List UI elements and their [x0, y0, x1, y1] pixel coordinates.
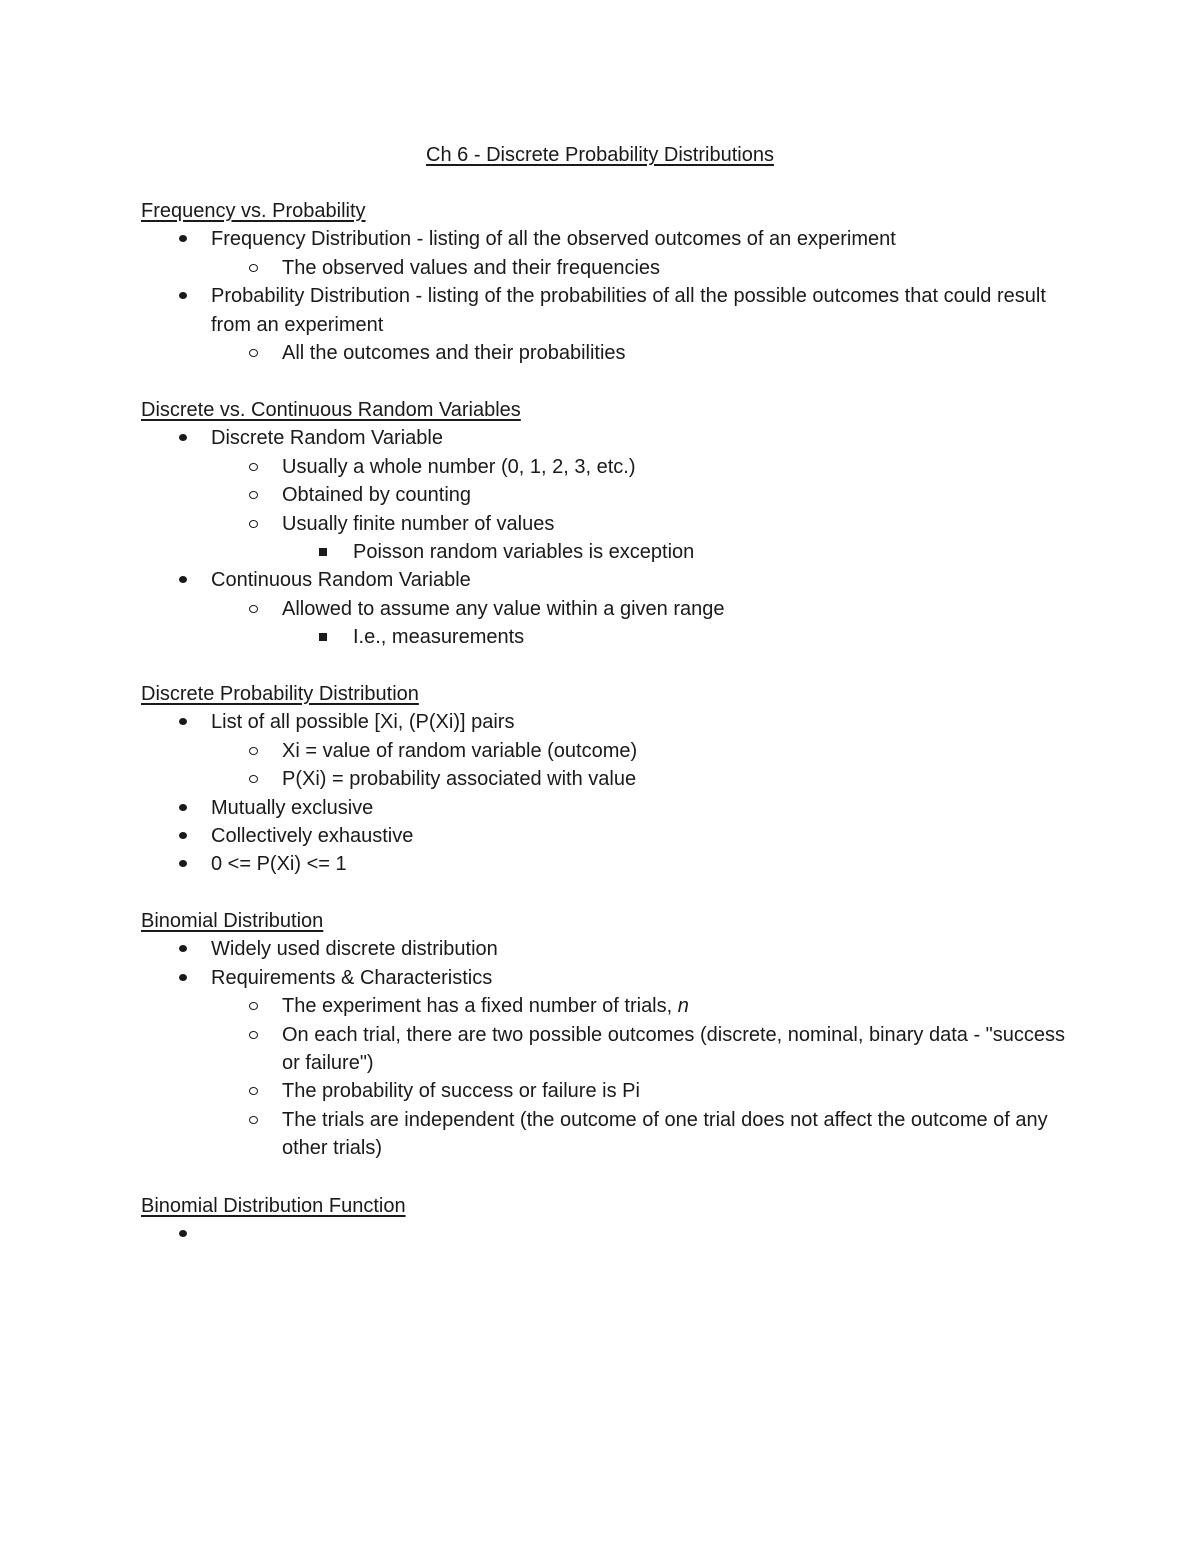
section-binomial-distribution: [141, 907, 1071, 1163]
filled-bullet-icon: [177, 1220, 197, 1248]
section-discrete-probability-distribution: [141, 680, 1071, 879]
hollow-bullet-icon: [247, 481, 267, 509]
list-item: The observed values and their frequencies: [141, 254, 1071, 282]
list-item: Collectively exhaustive: [141, 822, 1071, 850]
filled-bullet-icon: [177, 822, 197, 850]
section-binomial-distribution-function: [141, 1192, 1071, 1249]
hollow-bullet-icon: [247, 1021, 267, 1049]
list-item: Obtained by counting: [141, 481, 1071, 509]
list-item: Discrete Random Variable: [141, 424, 1071, 452]
hollow-bullet-icon: [247, 737, 267, 765]
square-bullet-icon: [317, 538, 337, 566]
list-item: [141, 1220, 1071, 1248]
list-item: Probability Distribution - listing of the probabilities of all the possible outcomes that could result from an experiment: [141, 282, 1071, 339]
filled-bullet-icon: [177, 708, 197, 736]
list-item: The experiment has a fixed number of trials, n: [141, 992, 1071, 1020]
filled-bullet-icon: [177, 566, 197, 594]
list-item: All the outcomes and their probabilities: [141, 339, 1071, 367]
hollow-bullet-icon: [247, 453, 267, 481]
filled-bullet-icon: [177, 282, 197, 310]
list-item: I.e., measurements: [141, 623, 1071, 651]
list-item: The probability of success or failure is Pi: [141, 1077, 1071, 1105]
square-bullet-icon: [317, 623, 337, 651]
list-item: On each trial, there are two possible outcomes (discrete, nominal, binary data - "success or failure"): [141, 1021, 1071, 1078]
list-item: Allowed to assume any value within a given range: [141, 595, 1071, 623]
filled-bullet-icon: [177, 850, 197, 878]
list-item: Usually finite number of values: [141, 510, 1071, 538]
list-item: List of all possible [Xi, (P(Xi)] pairs: [141, 708, 1071, 736]
list-item: Frequency Distribution - listing of all the observed outcomes of an experiment: [141, 225, 1071, 253]
hollow-bullet-icon: [247, 1106, 267, 1134]
section-frequency-vs-probability: [141, 197, 1071, 367]
section-heading: Discrete Probability Distribution: [141, 683, 419, 705]
section-heading: Binomial Distribution: [141, 910, 324, 932]
section-heading: Frequency vs. Probability: [141, 200, 366, 222]
list-item: The trials are independent (the outcome of one trial does not affect the outcome of any other trials): [141, 1106, 1071, 1163]
list-item: P(Xi) = probability associated with value: [141, 765, 1071, 793]
list-item: Xi = value of random variable (outcome): [141, 737, 1071, 765]
list-item: Usually a whole number (0, 1, 2, 3, etc.): [141, 453, 1071, 481]
hollow-bullet-icon: [247, 254, 267, 282]
section-discrete-vs-continuous: [141, 396, 1071, 652]
list-item: Mutually exclusive: [141, 794, 1071, 822]
document-title: Ch 6 - Discrete Probability Distributions: [426, 144, 774, 166]
list-item: Continuous Random Variable: [141, 566, 1071, 594]
hollow-bullet-icon: [247, 339, 267, 367]
hollow-bullet-icon: [247, 992, 267, 1020]
filled-bullet-icon: [177, 225, 197, 253]
filled-bullet-icon: [177, 935, 197, 963]
section-heading: Binomial Distribution Function: [141, 1195, 406, 1217]
hollow-bullet-icon: [247, 1077, 267, 1105]
hollow-bullet-icon: [247, 510, 267, 538]
list-item: Poisson random variables is exception: [141, 538, 1071, 566]
list-item: 0 <= P(Xi) <= 1: [141, 850, 1071, 878]
section-heading: Discrete vs. Continuous Random Variables: [141, 399, 521, 421]
filled-bullet-icon: [177, 424, 197, 452]
filled-bullet-icon: [177, 794, 197, 822]
hollow-bullet-icon: [247, 765, 267, 793]
list-item: Requirements & Characteristics: [141, 964, 1071, 992]
list-item: Widely used discrete distribution: [141, 935, 1071, 963]
hollow-bullet-icon: [247, 595, 267, 623]
filled-bullet-icon: [177, 964, 197, 992]
